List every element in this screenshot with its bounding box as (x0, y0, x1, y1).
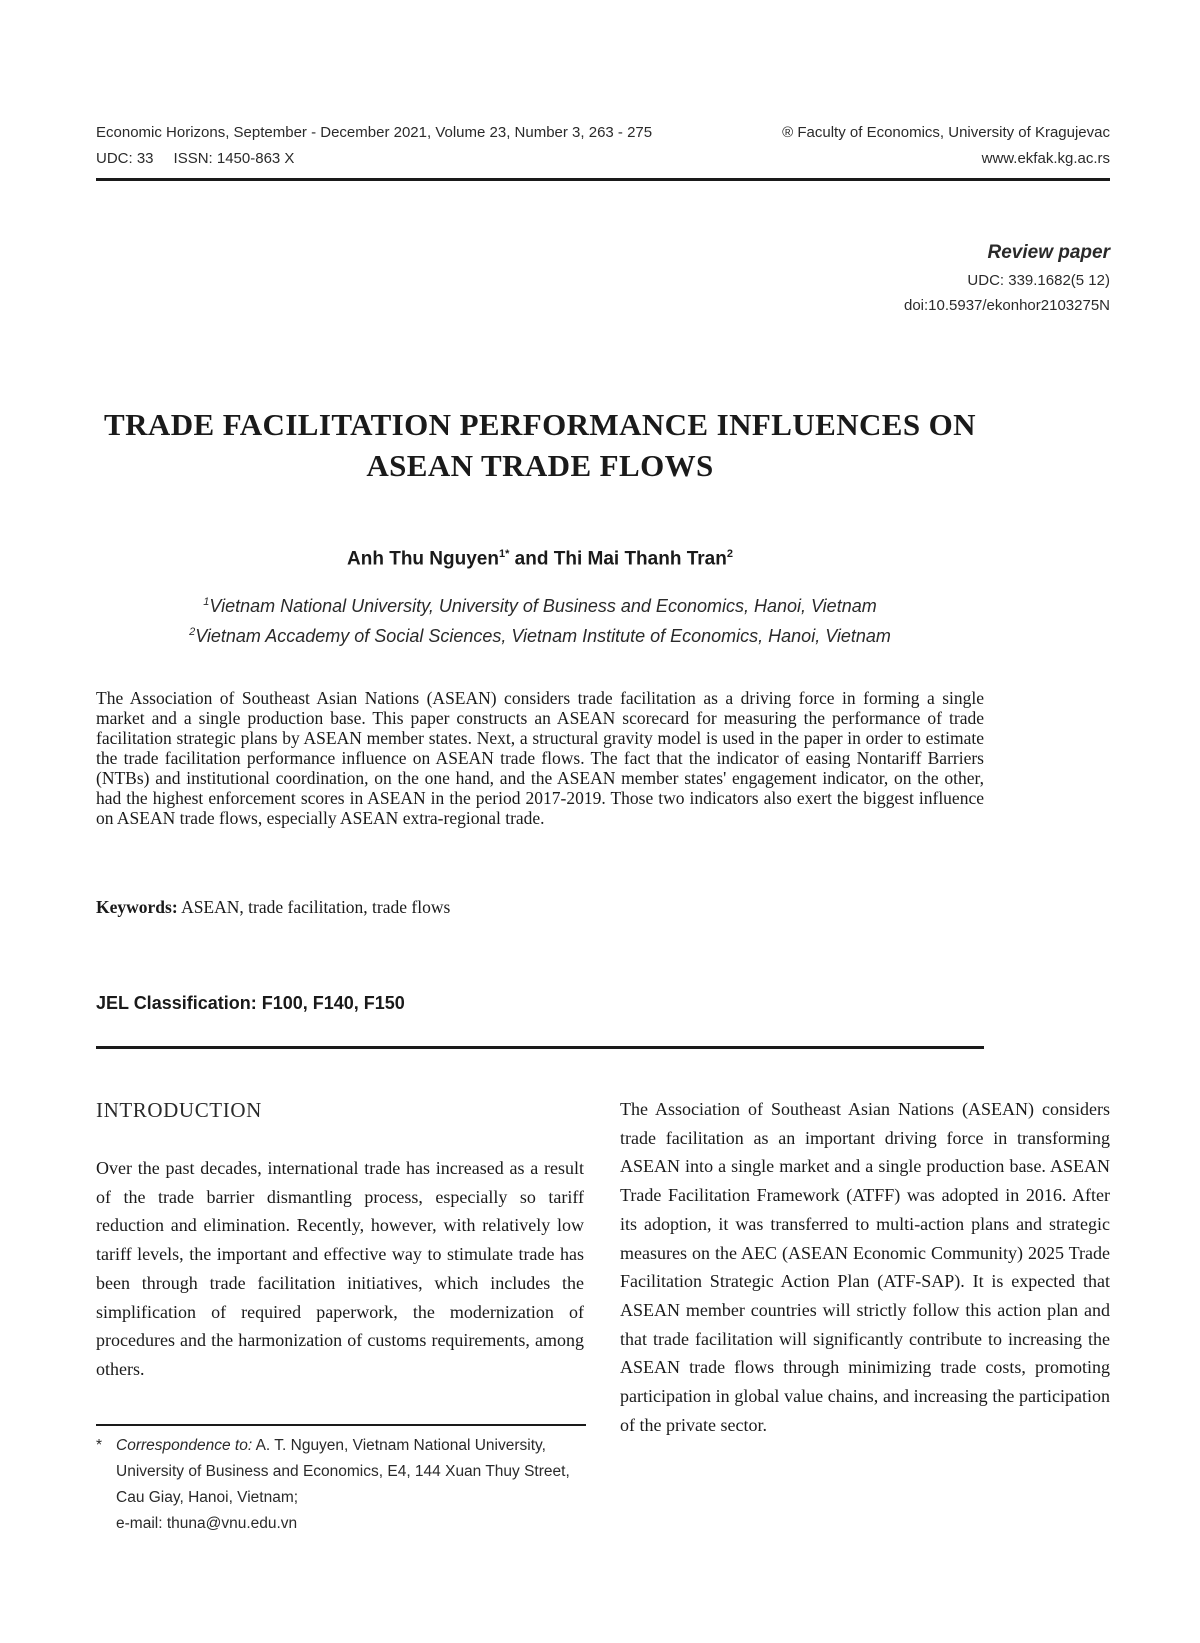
title-line-2: ASEAN TRADE FLOWS (366, 448, 714, 483)
author-affiliation-mark: 2 (726, 548, 733, 560)
title-line-1: TRADE FACILITATION PERFORMANCE INFLUENCES ON (104, 407, 976, 442)
footnote-label: Correspondence to: (116, 1437, 253, 1454)
affiliation-text: Vietnam Accademy of Social Sciences, Vietnam Institute of Economics, Hanoi, Vietnam (195, 626, 891, 646)
abstract-text: The Association of Southeast Asian Nations (ASEAN) considers trade facilitation as a driving force in forming a single market and a single production base. This paper constructs an ASEAN scorecard for measuring the performance of trade facilitation strategic plans by ASEAN member states. Next, a structural gravity model is used in the paper in order to estimate the trade facilitation performance influence on ASEAN trade flows. The fact that the indicator of easing Nontariff Barriers (NTBs) and institutional coordination, on the one hand, and the ASEAN member states' engagement indicator, on the other, had the highest enforcement scores in ASEAN in the period 2017-2019. Those two indicators also exert the biggest influence on ASEAN trade flows, especially ASEAN extra-regional trade. (96, 688, 984, 828)
affiliation-mark: 1 (203, 596, 210, 608)
journal-website-link[interactable]: www.ekfak.kg.ac.rs (981, 150, 1110, 167)
paper-udc: UDC: 339.1682(5 12) (967, 272, 1110, 289)
author-connector: and (509, 548, 554, 570)
abstract-divider (96, 1046, 984, 1049)
affiliation-text: Vietnam National University, University of Business and Economics, Hanoi, Vietnam (209, 596, 877, 616)
footnote-body (116, 1433, 586, 1537)
journal-identifiers (96, 150, 294, 167)
journal-issn: ISSN: 1450-863 X (173, 150, 295, 167)
keywords-label: Keywords: (96, 897, 178, 917)
section-heading: INTRODUCTION (96, 1098, 262, 1122)
journal-citation: Economic Horizons, September - December 2021, Volume 23, Number 3, 263 - 275 (96, 124, 653, 141)
author-name: Thi Mai Thanh Tran (553, 548, 727, 570)
affiliation-mark: 2 (189, 626, 196, 638)
author-affiliation-mark: 1* (498, 548, 510, 560)
publisher-name: ® Faculty of Economics, University of Kragujevac (782, 124, 1110, 141)
paper-doi: doi:10.5937/ekonhor2103275N (903, 297, 1110, 314)
running-header-row1 (96, 124, 1110, 144)
correspondence-footnote (96, 1433, 586, 1537)
paper-type: Review paper (987, 242, 1110, 263)
jel-classification: JEL Classification: F100, F140, F150 (96, 993, 405, 1013)
footnote-divider (96, 1424, 586, 1426)
header-divider (96, 178, 1110, 181)
correspondence-email[interactable]: e-mail: thuna@vnu.edu.vn (116, 1515, 298, 1532)
affiliation-2 (96, 626, 984, 647)
author-name: Anh Thu Nguyen (347, 548, 499, 570)
keywords-list: ASEAN, trade facilitation, trade flows (177, 897, 451, 917)
running-header-row2 (96, 150, 1110, 170)
journal-udc: UDC: 33 (96, 150, 154, 167)
footnote-text: A. T. Nguyen, Vietnam National University, University of Business and Economics, E4, 144 Xuan Thuy Street, Cau Giay, Hanoi, Vietnam; (116, 1437, 570, 1506)
intro-paragraph-right: The Association of Southeast Asian Nations (ASEAN) considers trade facilitation as an important driving force in transforming ASEAN into a single market and a single production base. ASEAN Trade Facilitation Framework (ATFF) was adopted in 2016. After its adoption, it was transferred to multi-action plans and strategic measures on the AEC (ASEAN Economic Community) 2025 Trade Facilitation Strategic Action Plan (ATF-SAP). It is expected that ASEAN member countries will strictly follow this action plan and that trade facilitation will significantly contribute to increasing the ASEAN trade flows through minimizing trade costs, promoting participation in global value chains, and increasing the participation of the private sector. (620, 1099, 1110, 1435)
intro-paragraph-left: Over the past decades, international trade has increased as a result of the trade barrier dismantling process, especially so tariff reduction and elimination. Recently, however, with relatively low tariff levels, the important and effective way to stimulate trade has been through trade facilitation initiatives, which includes the simplification of required paperwork, the modernization of procedures and the harmonization of customs requirements, among others. (96, 1158, 584, 1379)
paper-title (96, 404, 984, 486)
footnote-marker: * (96, 1437, 103, 1454)
affiliation-1 (96, 596, 984, 617)
keywords (96, 897, 984, 918)
author-list (96, 548, 984, 570)
